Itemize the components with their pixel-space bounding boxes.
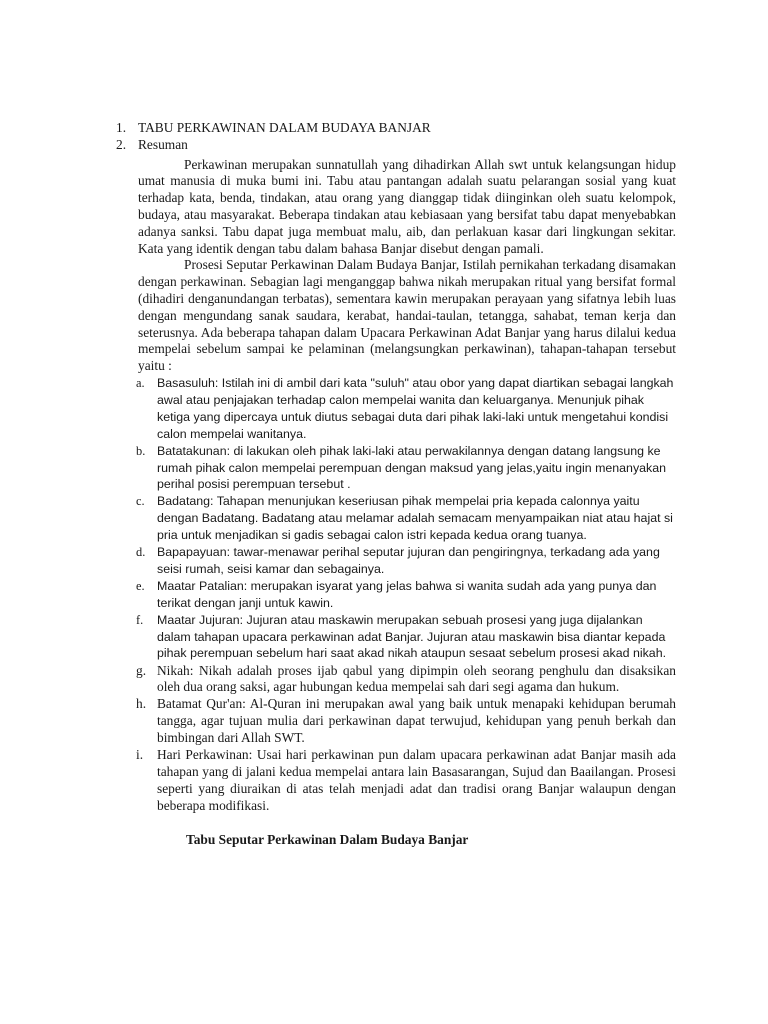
list-number: 1. [116,120,127,135]
list-item-text: Badatang: Tahapan menunjukan keseriusan pihak mempelai pria kepada calonnya yaitu dengan Badatang. Badatang atau melamar adalah semacam menyampaikan niat atau hajat si pria untuk menjadikan si gadis sebagai calon istri kepada kedua orang tuanya. [157,494,673,543]
paragraph-intro: Perkawinan merupakan sunnatullah yang dihadirkan Allah swt untuk kelangsungan hidup umat manusia di muka bumi ini. Tabu atau pantangan adalah suatu pelarangan sosial yang kuat terhadap kata, benda, tindakan, atau orang yang dianggap tidak diinginkan oleh suatu kelompok, budaya, atau masyarakat. Beberapa tindakan atau kebiasaan yang bersifat tabu dapat menyebabkan adanya sanksi. Tabu dapat juga membuat malu, aib, dan perlakuan kasar dari lingkungan sekitar. Kata yang identik dengan tabu dalam bahasa Banjar disebut dengan pamali. [138,156,676,256]
list-item [136,696,676,746]
numbered-item-title [116,120,676,137]
list-item [136,375,676,442]
list-item-text: Nikah: Nikah adalah proses ijab qabul yang dipimpin oleh seorang penghulu dan disaksikan oleh dua orang saksi, agar hubungan kedua mempelai sah dari segi agama dan hukum. [157,662,676,695]
list-letter: i. [136,747,144,763]
numbered-item-summary [116,137,676,154]
list-item-text: Bapapayuan: tawar-menawar perihal seputar jujuran dan pengiringnya, terkadang ada yang seisi rumah, seisi kamar dan sebagainya. [157,545,660,576]
list-item [136,747,676,814]
paragraph-prosesi: Prosesi Seputar Perkawinan Dalam Budaya Banjar, Istilah pernikahan terkadang disamakan dengan perkawinan. Sebagian lagi menganggap bahwa nikah merupakan ritual yang bersifat formal (dihadiri denganundangan terbatas), sementara kawin merupakan perayaan yang sifatnya lebih luas dengan mengundang sanak saudara, kerabat, handai-taulan, tetangga, sahabat, teman kerja dan seterusnya. Ada beberapa tahapan dalam Upacara Perkawinan Adat Banjar yang harus dilalui kedua mempelai sebelum sampai ke pelaminan (melangsungkan perkawinan), tahapan-tahapan tersebut yaitu : [138,257,676,374]
list-item-text: Hari Perkawinan: Usai hari perkawinan pun dalam upacara perkawinan adat Banjar masih ada tahapan yang di jalani kedua mempelai antara lain Basasarangan, Sujud dan Baailangan. Prosesi seperti yang diuraikan di atas telah menjadi adat dan tradisi orang Banjar walaupun dengan beberapa modifikasi. [157,747,676,813]
list-letter: e. [136,579,145,593]
section-heading: Resuman [138,136,188,152]
list-item [136,493,676,543]
list-letter: f. [136,612,144,627]
list-item-text: Batamat Qur'an: Al-Quran ini merupakan awal yang baik untuk menapaki kehidupan berumah tangga, agar tujuan mulia dari perkawinan dapat terwujud, kehidupan yang penuh berkah dan bimbingan dari Allah SWT. [157,696,676,746]
list-letter: b. [136,443,146,458]
document-title: TABU PERKAWINAN DALAM BUDAYA BANJAR [138,120,431,135]
list-letter: g. [136,662,147,678]
list-item-text: Basasuluh: Istilah ini di ambil dari kata "suluh" atau obor yang dapat diartikan sebagai langkah awal atau penjajakan terhadap calon mempelai wanita dan keluarganya. Menunjuk pihak ketiga yang dipercaya untuk diutus sebagai duta dari pihak laki-laki untuk mengetahui kondisi calon mempelai wanitanya. [157,376,674,441]
list-item [136,443,676,493]
list-item-text: Maatar Patalian: merupakan isyarat yang jelas bahwa si wanita sudah ada yang punya dan terikat dengan janji untuk kawin. [157,579,657,610]
document-body [116,120,676,849]
list-letter: h. [136,696,147,712]
list-item [136,544,676,578]
stages-list [136,375,676,814]
list-item-text: Batatakunan: di lakukan oleh pihak laki-laki atau perwakilannya dengan datang langsung ke rumah pihak calon mempelai perempuan dengan maksud yang jelas,yaitu ingin menanyakan perihal posisi perempuan tersebut . [157,443,667,492]
list-letter: a. [136,376,145,391]
list-number: 2. [116,136,127,152]
list-item [136,578,676,612]
list-item [136,663,676,697]
list-letter: c. [136,494,145,509]
list-item-text: Maatar Jujuran: Jujuran atau maskawin merupakan sebuah prosesi yang juga dijalankan dalam tahapan upacara perkawinan adat Banjar. Jujuran atau maskawin bisa diantar kepada pihak perempuan sebelum hari saat akad nikah ataupun sesaat sebelum prosesi akad nikah. [157,612,667,661]
list-letter: d. [136,545,146,560]
list-item [136,612,676,662]
closing-heading: Tabu Seputar Perkawinan Dalam Budaya Banjar [186,832,469,848]
